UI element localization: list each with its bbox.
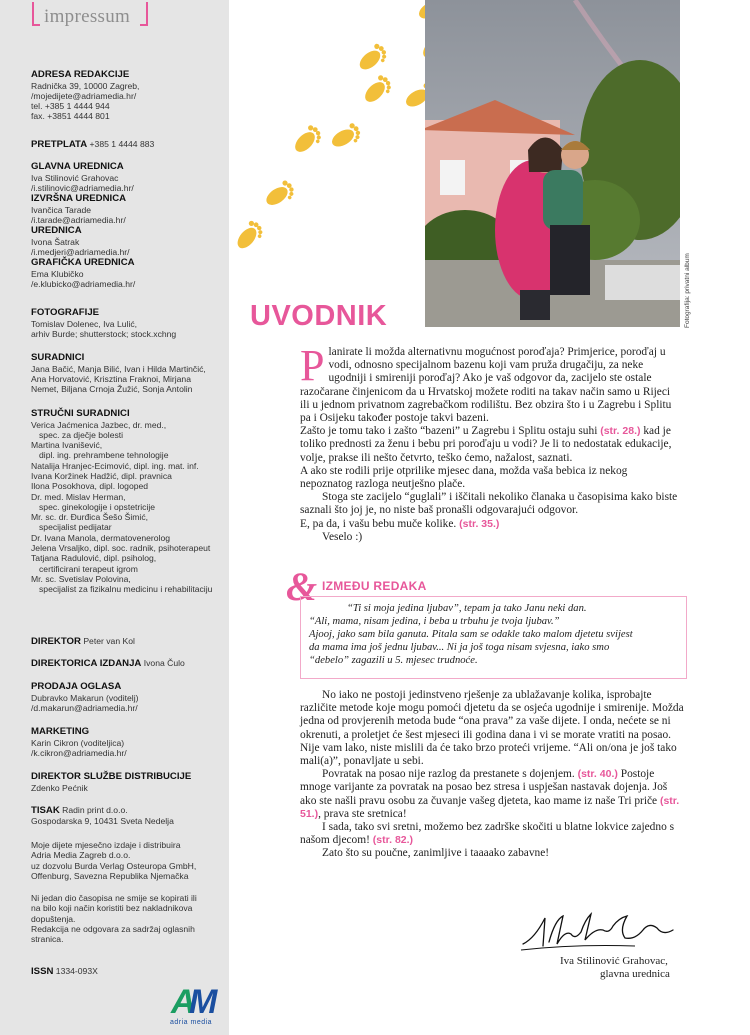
section-pretplata: PRETPLATA +385 1 4444 883 bbox=[31, 139, 155, 150]
footprints-decoration bbox=[225, 0, 455, 260]
intro-paragraph-4: Stoga ste zacijelo “guglali” i iščitali nekoliko članaka u časopisima kako biste saznali što joj je, no niste baš pronašli odgovarajući odgovor. bbox=[300, 491, 678, 517]
section-adresa: ADRESA REDAKCIJE Radnička 39, 10000 Zagreb, /mojedijete@adriamedia.hr/ tel. +385 1 4444 944 fax. +3851 4444 801 bbox=[31, 69, 140, 122]
section-strucni-suradnici: STRUČNI SURADNICI Verica Jaćmenica Jazbec, dr. med., spec. za dječje bolesti Martina Ivanišević, dipl. ing. prehrambene tehnologije Natalija Hranjec-Ecimović, dipl. ing. mat. inf. Ivana Koržinek Hadžić, dipl. pravnica Ilona Posokhova, dipl. logoped Dr. med. Mislav Herman, spec. ginekologije i opstetricije Mr. sc. dr. Đurđica Šešo Šimić, specijalist pedijatar Dr. Ivana Manola, dermatovenerolog Jelena Vrsaljko, dipl. soc. radnik, psihoterapeut Tatjana Radulović, dipl. psiholog, certificirani terapeut igrom Mr. sc. Svetislav Polovina, specijalist za fizikalnu medicinu i rehabilitaciju bbox=[31, 408, 227, 595]
section-suradnici: SURADNICI Jana Bačić, Manja Bilić, Ivan i Hilda Martinčić, Ana Horvatović, Krisztina Fraknoi, Mirjana Nemet, Biljana Crnoja Žužić, Sonja Antolin bbox=[31, 352, 206, 395]
editorial-body bbox=[300, 689, 685, 861]
expert-line: specijalist pedijatar bbox=[39, 522, 112, 533]
page-ref[interactable]: (str. 82.) bbox=[372, 834, 414, 847]
footprint bbox=[262, 178, 298, 211]
expert-line: Tatjana Radulović, dipl. psiholog, bbox=[31, 553, 157, 564]
page-ref[interactable]: (str. 40.) bbox=[577, 768, 618, 781]
mother-child-photo bbox=[425, 0, 680, 327]
body-paragraph-4: Zato što su poučne, zanimljive i taaaako zabavne! bbox=[322, 847, 550, 860]
signature-role: glavna urednica bbox=[600, 968, 670, 980]
section-glavna-urednica: GLAVNA UREDNICA Iva Stilinović Grahovac /i.stilinovic@adriamedia.hr/ IZVRŠNA UREDNICA Ivančica Tarade /i.tarade@adriamedia.hr/ UREDNICA Ivona Šatrak /i.medjeri@adriamedia.hr/ GRAFIČKA UREDNICA Ema Klubičko /e.klubicko@adriamedia.hr/ bbox=[31, 161, 136, 290]
section-izdaje: Moje dijete mjesečno izdaje i distribuira Adria Media Zagreb d.o.o. uz dozvolu Burda Verlag Osteuropa GmbH, Offenburg, Savezna Republika Njemačka bbox=[31, 840, 197, 881]
section-prodaja: PRODAJA OGLASA Dubravko Makarun (voditelj) /d.makarun@adriamedia.hr/ bbox=[31, 681, 139, 713]
editorial-intro bbox=[300, 341, 680, 544]
expert-line: Mr. sc. dr. Đurđica Šešo Šimić, bbox=[31, 512, 149, 523]
body-paragraph-3: I sada, tako svi sretni, možemo bez zadrške skočiti u blatne lokvice zajedno s našom djecom! (str. 82.) bbox=[300, 821, 675, 847]
quote-line: “debelo” zagazili u 5. mjesec trudnoće. bbox=[309, 655, 478, 667]
section-marketing: MARKETING Karin Cikron (voditeljica) /k.cikron@adriamedia.hr/ bbox=[31, 726, 127, 758]
handwritten-signature bbox=[515, 900, 685, 960]
photo-caption: Fotografija: privatni album bbox=[684, 253, 691, 328]
svg-text:A: A bbox=[171, 983, 196, 1021]
page-ref[interactable]: (str. 28.) bbox=[600, 425, 641, 438]
footprint bbox=[328, 121, 364, 153]
body-paragraph-1: No iako ne postoji jedinstveno rješenje za ublažavanje kolika, isprobajte različite metode koje mogu pomoći djetetu da se osjeća ugodnije i smirenije. Možda jedna od provjerenih metoda bude “ona prava” za vaše dijete. I onda, nećete se ni okrenuti, a proletjet će šest mjeseci ili godina dana i vi se morate vratiti na posao. Nije vam lako, niste mislili da će tako brzo proteći vrijeme. “Ali on/ona je još tako mali(a)”, ponavljate u sebi. bbox=[300, 689, 684, 768]
footprint bbox=[290, 123, 325, 158]
section-issn: ISSN 1334-093X bbox=[31, 966, 98, 977]
page-title: UVODNIK bbox=[250, 300, 388, 332]
section-direktor: DIREKTOR Peter van Kol bbox=[31, 636, 135, 647]
expert-line: Mr. sc. Svetislav Polovina, bbox=[31, 573, 131, 584]
expert-line: Ilona Posokhova, dipl. logoped bbox=[31, 481, 149, 492]
section-heading: IZMEĐU REDAKA bbox=[322, 579, 427, 593]
impressum-heading: impressum bbox=[44, 6, 131, 27]
intro-paragraph-5: E, pa da, i vašu bebu muče kolike. (str. 35.) bbox=[300, 517, 500, 530]
section-tisak: TISAK Radin print d.o.o. Gospodarska 9, 10431 Sveta Nedelja bbox=[31, 805, 174, 827]
drop-cap: P bbox=[300, 341, 325, 390]
expert-line: certificirani terapeut igrom bbox=[39, 563, 138, 574]
expert-line: Dr. med. Mislav Herman, bbox=[31, 491, 126, 502]
bracket-right bbox=[140, 2, 148, 26]
expert-line: Ivana Koržinek Hadžić, dipl. pravnica bbox=[31, 470, 172, 481]
adria-media-logo bbox=[167, 978, 219, 1028]
section-fotografije: FOTOGRAFIJE Tomislav Dolenec, Iva Lulić, arhiv Burde; shutterstock; stock.xchng bbox=[31, 307, 177, 339]
page-ref[interactable]: (str. 51.) bbox=[300, 794, 680, 820]
footprint bbox=[355, 42, 390, 76]
intro-paragraph-1: Planirate li možda alternativnu mogućnost poroďaja? Primjerice, poroďaj u vodi, odnosno specijalnom bazenu koji vam pruža drugačiju, za neke ugodniji i smireniji poroďaj? Ako je vaš odgovor da, zacijelo ste ostale razočarane činjenicom da u Hrvatskoj možete roditi na takav način samo u Rijeci ili u jednom privatnom zagrebačkom rodilištu. Bez obzira što i u Zagrebu i Splitu pa i Osijeku također postoje takvi bazeni. bbox=[300, 341, 672, 425]
section-direktorica: DIREKTORICA IZDANJA Ivona Čulo bbox=[31, 658, 185, 669]
expert-line: Verica Jaćmenica Jazbec, dr. med., bbox=[31, 419, 167, 430]
page-ref[interactable]: (str. 35.) bbox=[459, 517, 500, 530]
bracket-left bbox=[32, 2, 40, 26]
footprint bbox=[233, 218, 267, 253]
quote-box bbox=[300, 596, 687, 679]
quote-line: “Ali, mama, nisam jedina, i beba u trbuhu je tvoja ljubav.” bbox=[309, 616, 560, 628]
intro-paragraph-2: Zašto je tomu tako i zašto “bazeni” u Zagrebu i Splitu ostaju suhi (str. 28.) kad je toliko prednosti za ženu i bebu pri poroďaju u vodi? Je li to nedostatak edukacije, volje, prakse ili nešto četvrto, teško ćemo, nažalost, saznati. bbox=[300, 425, 672, 464]
expert-line: Natalija Hranjec-Ecimović, dipl. ing. mat. inf. bbox=[31, 460, 199, 471]
svg-text:M: M bbox=[189, 983, 218, 1021]
quote-line: Ajooj, jako sam bila ganuta. Pitala sam se odakle tako malom djetetu svijest bbox=[309, 629, 633, 641]
signature-block bbox=[560, 955, 670, 981]
expert-line: dipl. ing. prehrambene tehnologije bbox=[39, 450, 169, 461]
intro-paragraph-6: Veselo :) bbox=[322, 530, 363, 543]
expert-line: Jelena Vrsaljko, dipl. soc. radnik, psihoterapeut bbox=[31, 543, 211, 554]
expert-line: spec. ginekologije i opstetricije bbox=[39, 501, 156, 512]
quote-line: “Ti si moja jedina ljubav”, tepam ja tako Janu neki dan. bbox=[347, 603, 587, 614]
section-copyright: Ni jedan dio časopisa ne smije se kopirati ili na bilo koji način koristiti bez nakladnikova dopuštenja. Redakcija ne odgovara za sadržaj oglasnih stranica. bbox=[31, 893, 197, 945]
svg-text:adria media: adria media bbox=[170, 1019, 213, 1026]
footprint bbox=[360, 73, 395, 108]
section-distribucija: DIREKTOR SLUŽBE DISTRIBUCIJE Zdenko Pećnik bbox=[31, 771, 192, 793]
expert-line: spec. za dječje bolesti bbox=[39, 429, 124, 440]
intro-paragraph-3: A ako ste rodili prije otprilike mjesec dana, možda vaša bebica iz nekog nepoznatog razloga neutješno plače. bbox=[300, 464, 628, 491]
expert-line: Martina Ivanišević, bbox=[31, 440, 103, 451]
expert-line: Dr. Ivana Manola, dermatovenerolog bbox=[31, 532, 171, 543]
impressum-sidebar bbox=[0, 0, 229, 1035]
ampersand-icon: & bbox=[286, 564, 318, 609]
body-paragraph-2: Povratak na posao nije razlog da prestanete s dojenjem. (str. 40.) Postoje mnoge varijante za povratak na posao bez stresa i uspješan nastavak dojenja. Još ako ste našli pravu osobu za čuvanje vašeg djeteta, kao mame iz naše Tri priče (str. 51.), prava ste sretnica! bbox=[300, 768, 680, 820]
expert-line: specijalist za fizikalnu medicinu i rehabilitaciju bbox=[39, 584, 213, 595]
signature-name: Iva Stilinović Grahovac, bbox=[560, 955, 668, 967]
quote-line: da mama ima još jednu ljubav... Ni ja još toga nisam svjesna, iako smo bbox=[309, 642, 610, 654]
